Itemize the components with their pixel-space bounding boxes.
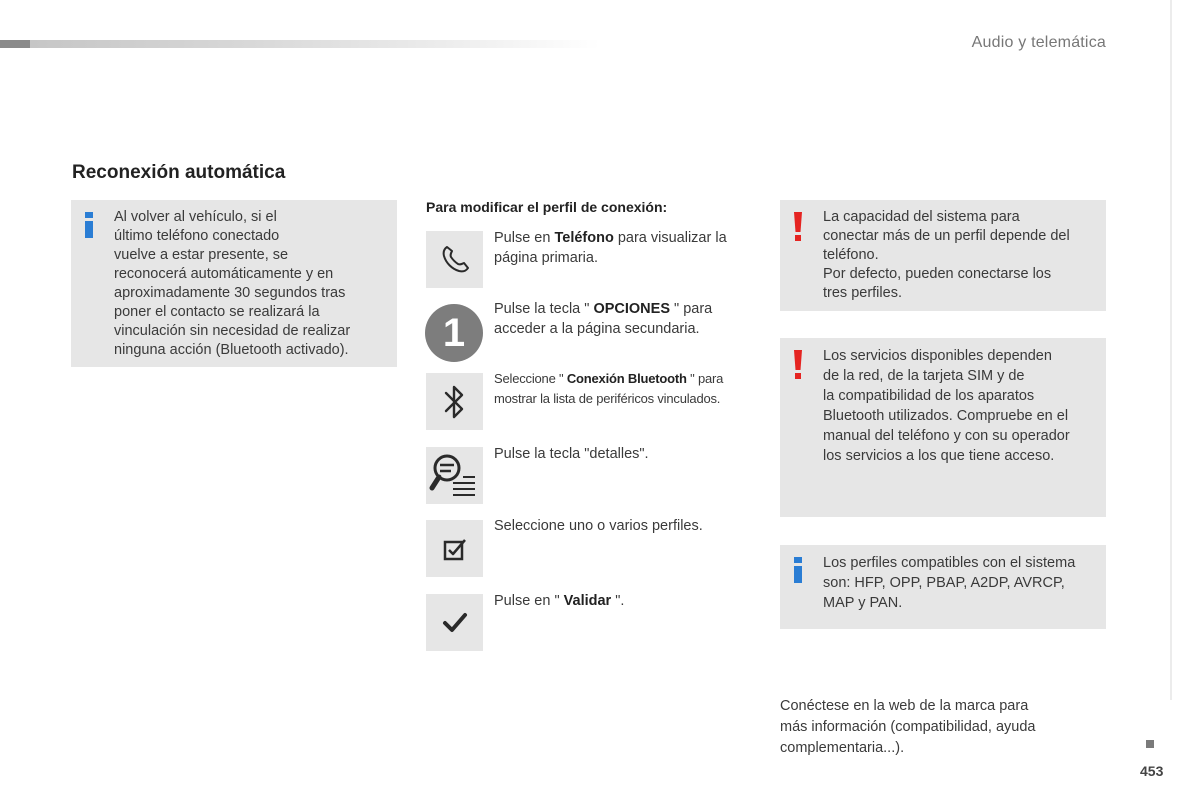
step-6-icon-box	[426, 594, 483, 651]
step-5-text: Seleccione uno o varios perfiles.	[494, 518, 703, 534]
info-icon	[84, 212, 94, 238]
details-search-icon	[429, 450, 481, 502]
chapter-title: Audio y telemática	[971, 34, 1106, 51]
warning-box-services	[780, 338, 1106, 517]
step-4-text: Pulse la tecla "detalles".	[494, 446, 649, 462]
step-3-icon-box	[426, 373, 483, 430]
info-box-compatible-profiles	[780, 545, 1106, 629]
warning-box-text: La capacidad del sistema para conectar más de un perfil depende del teléfono. Por defecto, pueden conectarse los tres perfiles.	[823, 209, 1070, 301]
warning-box-profiles	[780, 200, 1106, 311]
step-4-icon-box	[426, 447, 483, 504]
info-icon	[793, 557, 803, 583]
page-number: 453	[1140, 763, 1164, 779]
bluetooth-icon	[442, 382, 468, 422]
steps-heading: Para modificar el perfil de conexión:	[426, 199, 668, 215]
step-2-number-badge: 1	[425, 304, 483, 362]
info-box-reconnection	[71, 200, 397, 367]
step-6-text: Pulse en " Validar ".	[494, 593, 625, 609]
step-2-text: Pulse la tecla " OPCIONES " para acceder a la página secundaria.	[494, 301, 713, 337]
warning-box-text: Los servicios disponibles dependen de la red, de la tarjeta SIM y de la compatibilidad de los aparatos Bluetooth utilizados. Compruebe en el manual del teléfono y con su operador los servicios a los que tiene acceso.	[823, 348, 1070, 464]
step-1-text: Pulse en Teléfono para visualizar la página primaria.	[494, 230, 727, 266]
checkmark-icon	[442, 610, 468, 636]
step-1-icon-box	[426, 231, 483, 288]
header-bar	[0, 40, 600, 48]
info-box-text: Los perfiles compatibles con el sistema son: HFP, OPP, PBAP, A2DP, AVRCP, MAP y PAN.	[823, 555, 1076, 611]
info-box-text: Al volver al vehículo, si el último teléfono conectado vuelve a estar presente, se reconocerá automáticamente y en aproximadamente 30 segundos tras poner el contacto se realizará la vinculación sin necesidad de realizar ninguna acción (Bluetooth activado).	[114, 209, 351, 358]
margin-rule	[1170, 0, 1172, 700]
page-marker	[1146, 740, 1154, 748]
step-5-icon-box	[426, 520, 483, 577]
step-3-text: Seleccione " Conexión Bluetooth " para mostrar la lista de periféricos vinculados.	[494, 371, 724, 406]
warning-icon	[793, 350, 803, 380]
warning-icon	[793, 212, 803, 242]
phone-icon	[438, 243, 472, 277]
footer-note: Conéctese en la web de la marca para más información (compatibilidad, ayuda complementaria...).	[780, 698, 1036, 756]
checkbox-icon	[442, 536, 468, 562]
section-title: Reconexión automática	[72, 162, 286, 183]
